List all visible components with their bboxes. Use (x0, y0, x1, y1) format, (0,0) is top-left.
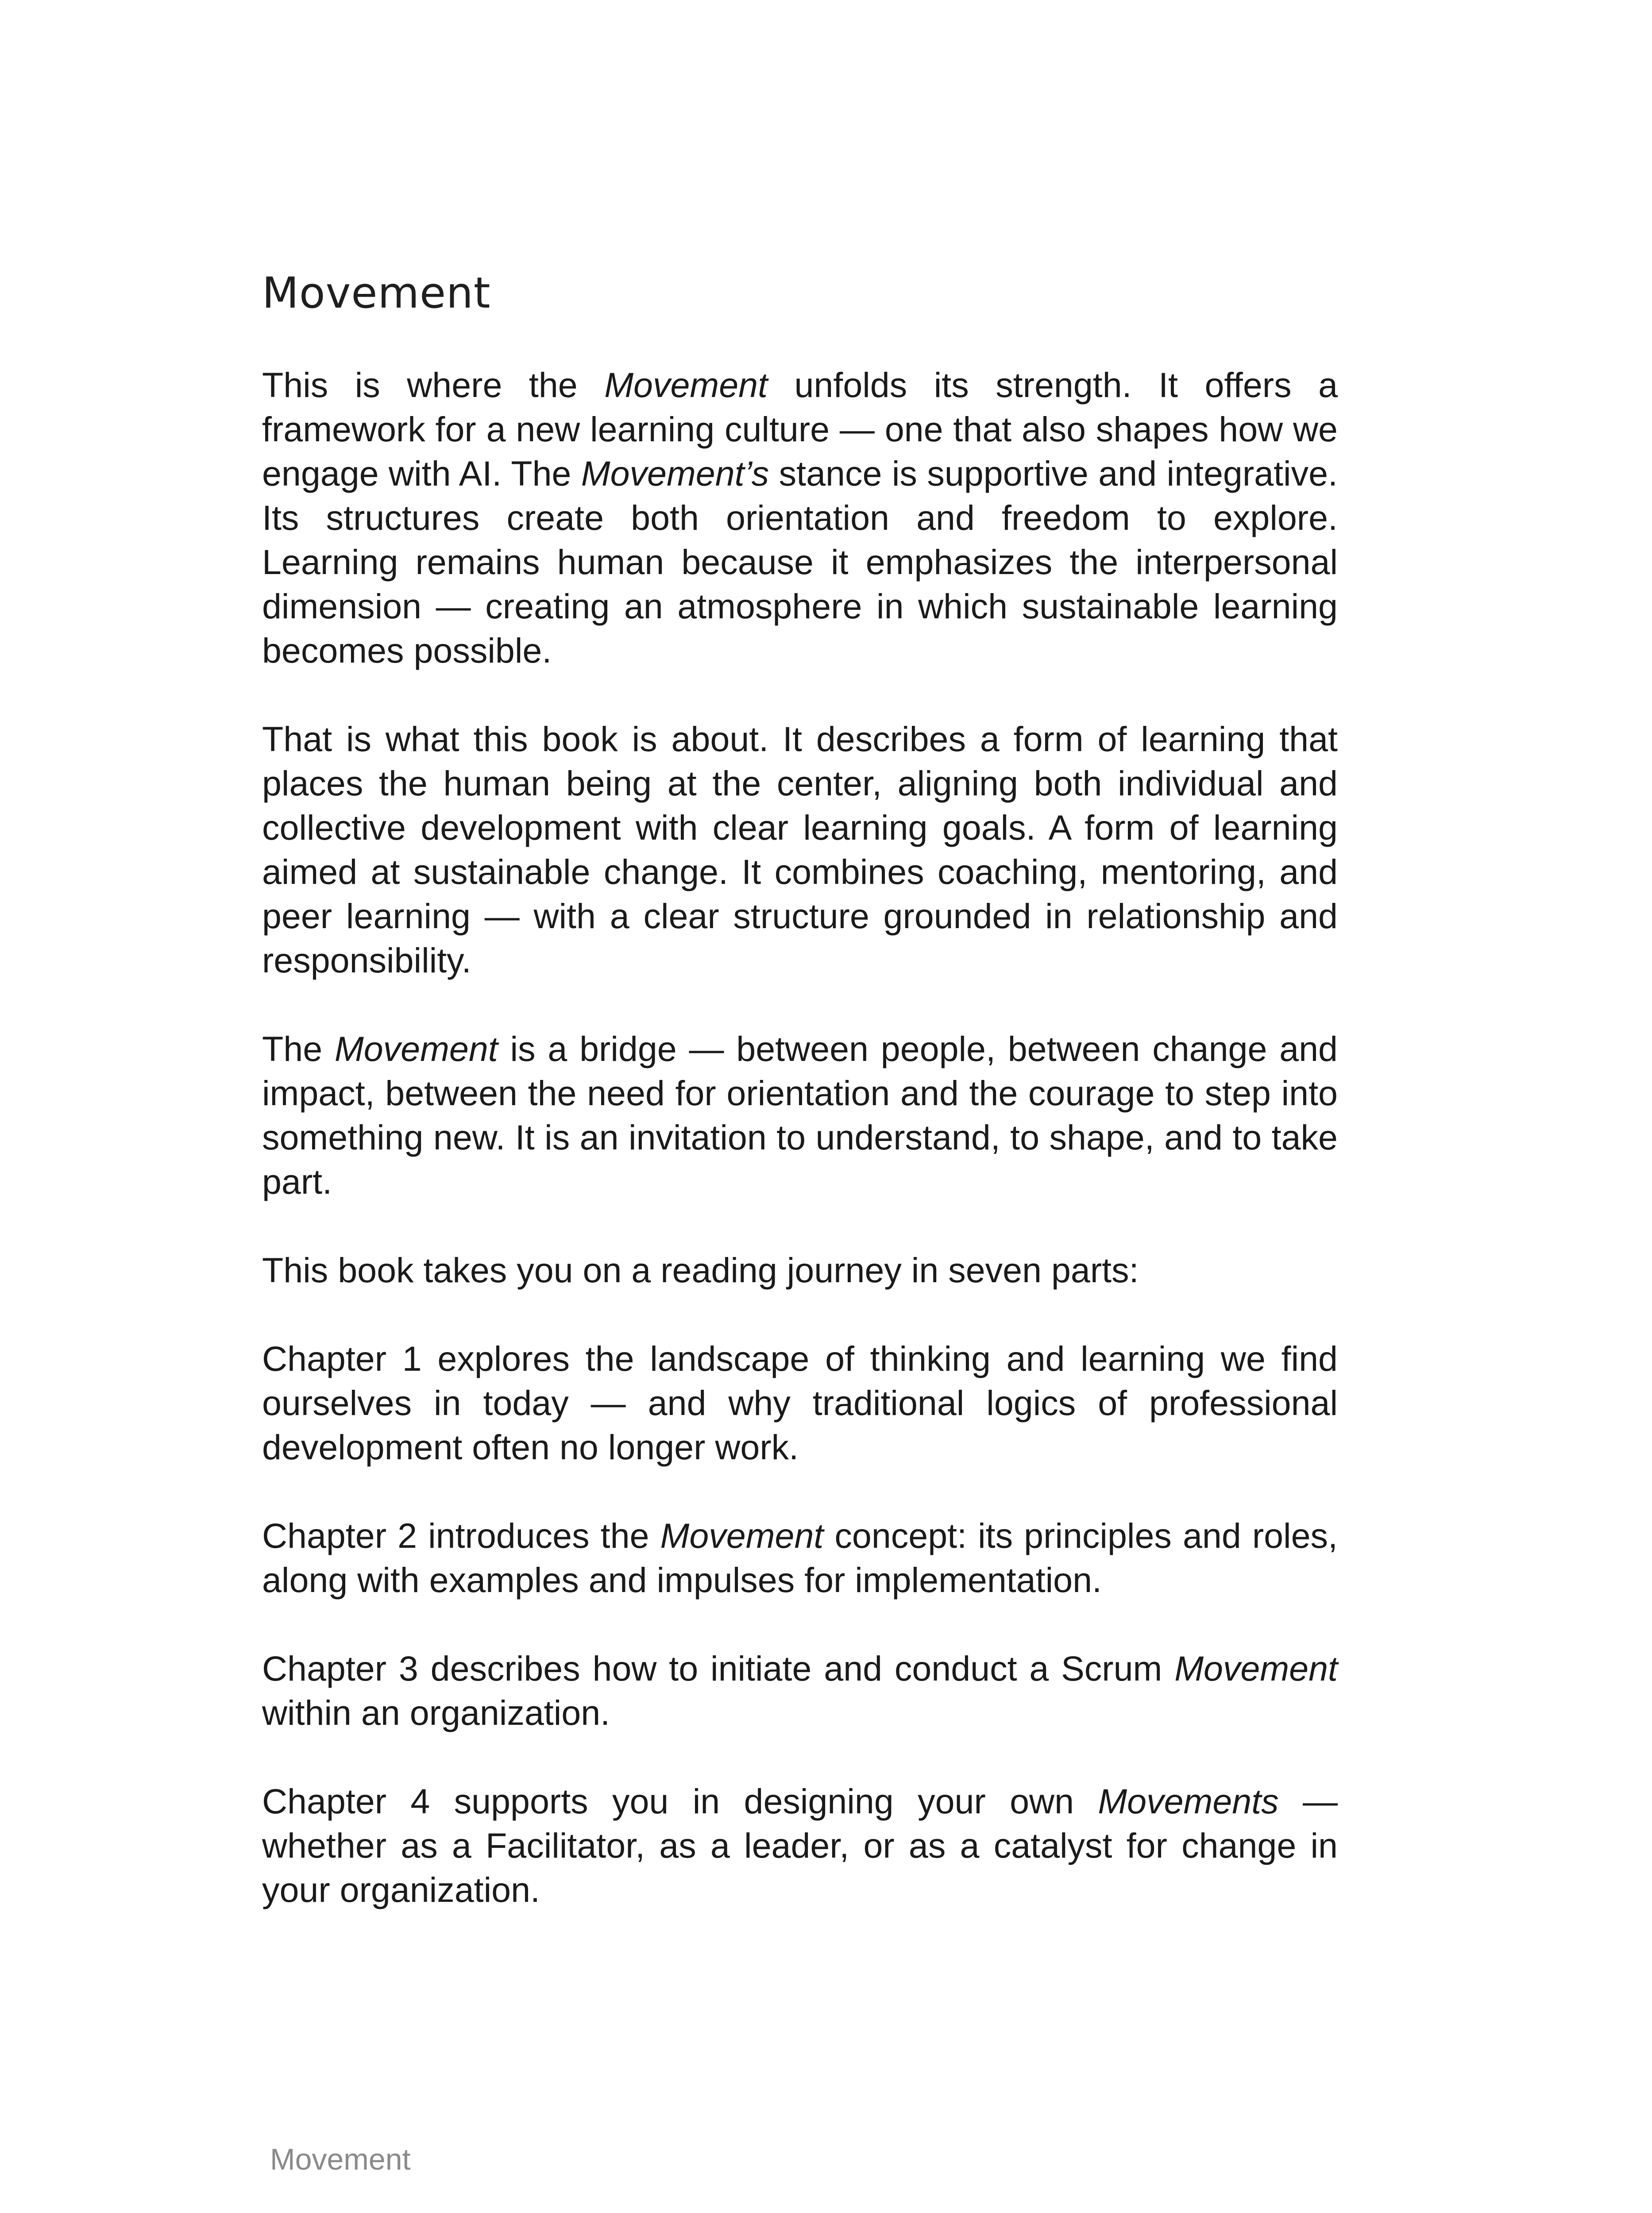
running-footer: Movement (270, 2143, 411, 2176)
text-run: stance is supportive and integrative. Its structures create both orientation and freedom to explore. Learning remains human because it emphasizes the interpersonal dimension — creating an atmosphere in which sustainable learning becomes possible. (262, 453, 1338, 670)
italic-term: Movement (334, 1029, 498, 1068)
italic-term: Movement (1174, 1648, 1338, 1688)
text-run: Chapter 3 describes how to initiate and conduct a Scrum (262, 1648, 1175, 1688)
text-run: concept: its principles and roles, along with examples and impulses for implementation. (262, 1515, 1338, 1600)
italic-term: Movement (660, 1515, 824, 1555)
text-run: Chapter 2 introduces the (262, 1515, 660, 1555)
paragraph-bridge (262, 1027, 1338, 1204)
paragraph-chapter-4 (262, 1779, 1338, 1912)
text-run: The (262, 1029, 335, 1068)
text-run: Chapter 4 supports you in designing your own (262, 1781, 1098, 1821)
text-run: within an organization. (262, 1693, 610, 1732)
paragraph-chapter-3 (262, 1646, 1338, 1735)
page-content (262, 270, 1338, 1956)
text-run: unfolds its strength. It offers a framework for a new learning culture — one that also shapes how we engage with AI. The (262, 365, 1338, 493)
text-run: — whether as a Facilitator, as a leader, or as a catalyst for change in your organization. (262, 1781, 1338, 1909)
paragraph-book-about (262, 717, 1338, 983)
paragraph-chapter-1 (262, 1337, 1338, 1469)
text-run: is a bridge — between people, between change and impact, between the need for orientation and the courage to step into something new. It is an invitation to understand, to shape, and to take part. (262, 1029, 1338, 1201)
text-run: This is where the (262, 365, 605, 405)
text-run: This book takes you on a reading journey in seven parts: (262, 1250, 1139, 1290)
paragraph-chapter-2 (262, 1514, 1338, 1602)
text-run: Chapter 1 explores the landscape of thinking and learning we find ourselves in today — and why traditional logics of professional development often no longer work. (262, 1338, 1338, 1467)
section-heading: Movement (262, 268, 491, 318)
italic-term: Movements (1098, 1781, 1279, 1821)
paragraph-journey (262, 1248, 1338, 1292)
italic-term: Movement (604, 365, 768, 405)
paragraph-intro (262, 363, 1338, 673)
text-run: That is what this book is about. It describes a form of learning that places the human being at the center, aligning both individual and collective development with clear learning goals. A form of learning aimed at sustainable change. It combines coaching, mentoring, and peer learning — with a clear structure grounded in relationship and responsibility. (262, 719, 1338, 980)
italic-term: Movement’s (581, 453, 769, 493)
